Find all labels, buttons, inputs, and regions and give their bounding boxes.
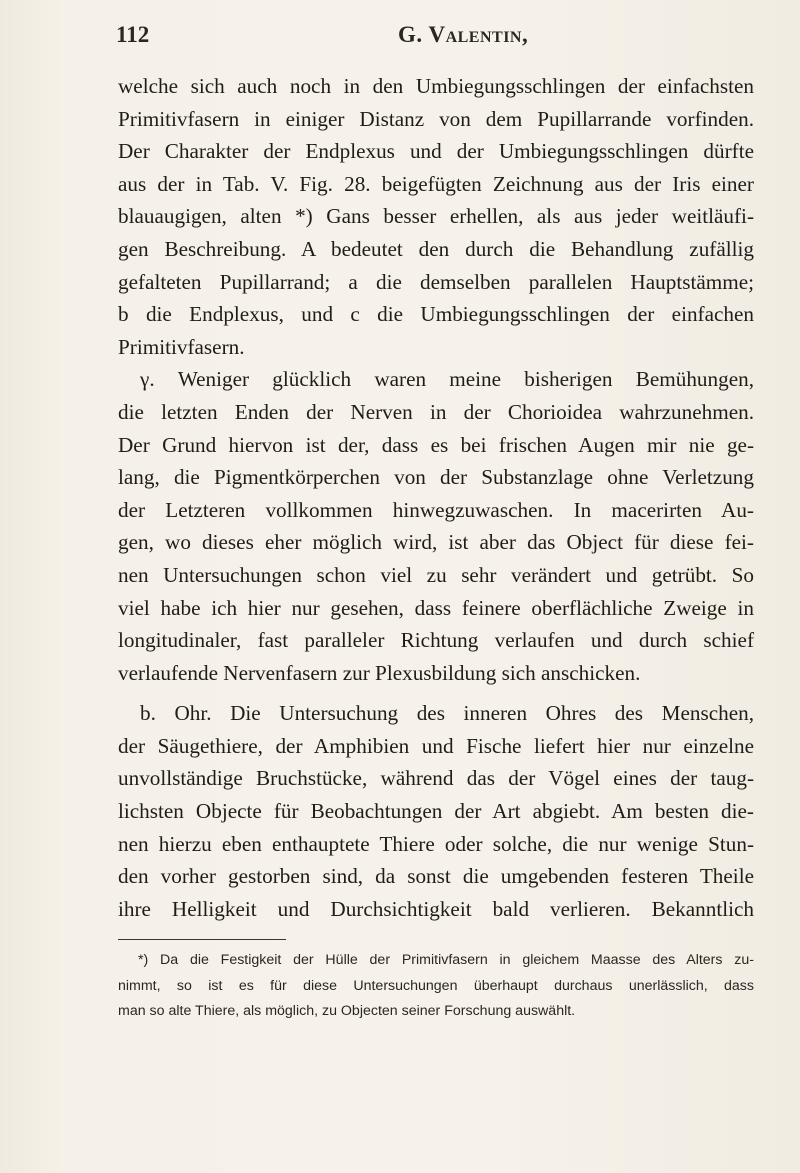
main-text: [118, 70, 754, 925]
text-line: Primitivfasern.: [118, 334, 245, 359]
text-line: lang, die Pigmentkörperchen von der Substanzlage ohne Verletzung: [118, 465, 754, 490]
footnote-line: nimmt, so ist es für diese Untersuchungen überhaupt durchaus unerlässlich, dass: [118, 977, 754, 994]
running-head-author: G. Valentin,: [398, 22, 529, 47]
text-line: Primitivfasern in einiger Distanz von dem Pupillarrande vorfinden.: [118, 106, 754, 131]
running-head: [116, 22, 756, 52]
footnote-line: *) Da die Festigkeit der Hülle der Primitivfasern in gleichem Maasse des Alters zu-: [138, 952, 754, 968]
text-line: unvollständige Bruchstücke, während das der Vögel eines der taug-: [118, 766, 754, 791]
text-line: viel habe ich hier nur gesehen, dass feinere oberflächliche Zweige in: [118, 595, 754, 620]
text-line: γ. Weniger glücklich waren meine bisherigen Bemühungen,: [140, 367, 754, 392]
text-line: b. Ohr. Die Untersuchung des inneren Ohres des Menschen,: [140, 701, 754, 726]
footnote: [118, 948, 754, 1025]
text-line: die letzten Enden der Nerven in der Chorioidea wahrzunehmen.: [118, 399, 754, 424]
page-number: 112: [116, 22, 150, 47]
text-line: nen Untersuchungen schon viel zu sehr verändert und getrübt. So: [118, 562, 754, 587]
text-line: gefalteten Pupillarrand; a die demselben parallelen Hauptstämme;: [118, 269, 754, 294]
section-gap: [118, 689, 754, 697]
text-line: gen Beschreibung. A bedeutet den durch die Behandlung zufällig: [118, 236, 754, 261]
text-line: Der Charakter der Endplexus und der Umbiegungsschlingen dürfte: [118, 139, 754, 164]
text-line: aus der in Tab. V. Fig. 28. beigefügten Zeichnung aus der Iris einer: [118, 171, 754, 196]
text-line: gen, wo dieses eher möglich wird, ist aber das Object für diese fei-: [118, 530, 754, 555]
text-line: der Letzteren vollkommen hinwegzuwaschen. In macerirten Au-: [118, 497, 754, 522]
text-line: ihre Helligkeit und Durchsichtigkeit bald verlieren. Bekanntlich: [118, 896, 754, 921]
text-line: longitudinaler, fast paralleler Richtung verlaufen und durch schief: [118, 628, 754, 653]
text-line: Der Grund hiervon ist der, dass es bei frischen Augen mir nie ge-: [118, 432, 754, 457]
text-line: blauaugigen, alten *) Gans besser erhellen, als aus jeder weitläufi-: [118, 204, 754, 229]
text-line: der Säugethiere, der Amphibien und Fische liefert hier nur einzelne: [118, 733, 754, 758]
text-line: b die Endplexus, und c die Umbiegungsschlingen der einfachen: [118, 302, 754, 327]
footnote-rule: [118, 939, 286, 940]
text-line: lichsten Objecte für Beobachtungen der Art abgiebt. Am besten die-: [118, 799, 754, 824]
text-line: nen hierzu eben enthauptete Thiere oder solche, die nur wenige Stun-: [118, 831, 754, 856]
text-line: verlaufende Nervenfasern zur Plexusbildung sich anschicken.: [118, 660, 641, 685]
footnote-line: man so alte Thiere, als möglich, zu Objecten seiner Forschung auswählt.: [118, 1003, 576, 1019]
text-line: welche sich auch noch in den Umbiegungsschlingen der einfachsten: [118, 74, 754, 98]
text-line: den vorher gestorben sind, da sonst die umgebenden festeren Theile: [118, 864, 754, 889]
